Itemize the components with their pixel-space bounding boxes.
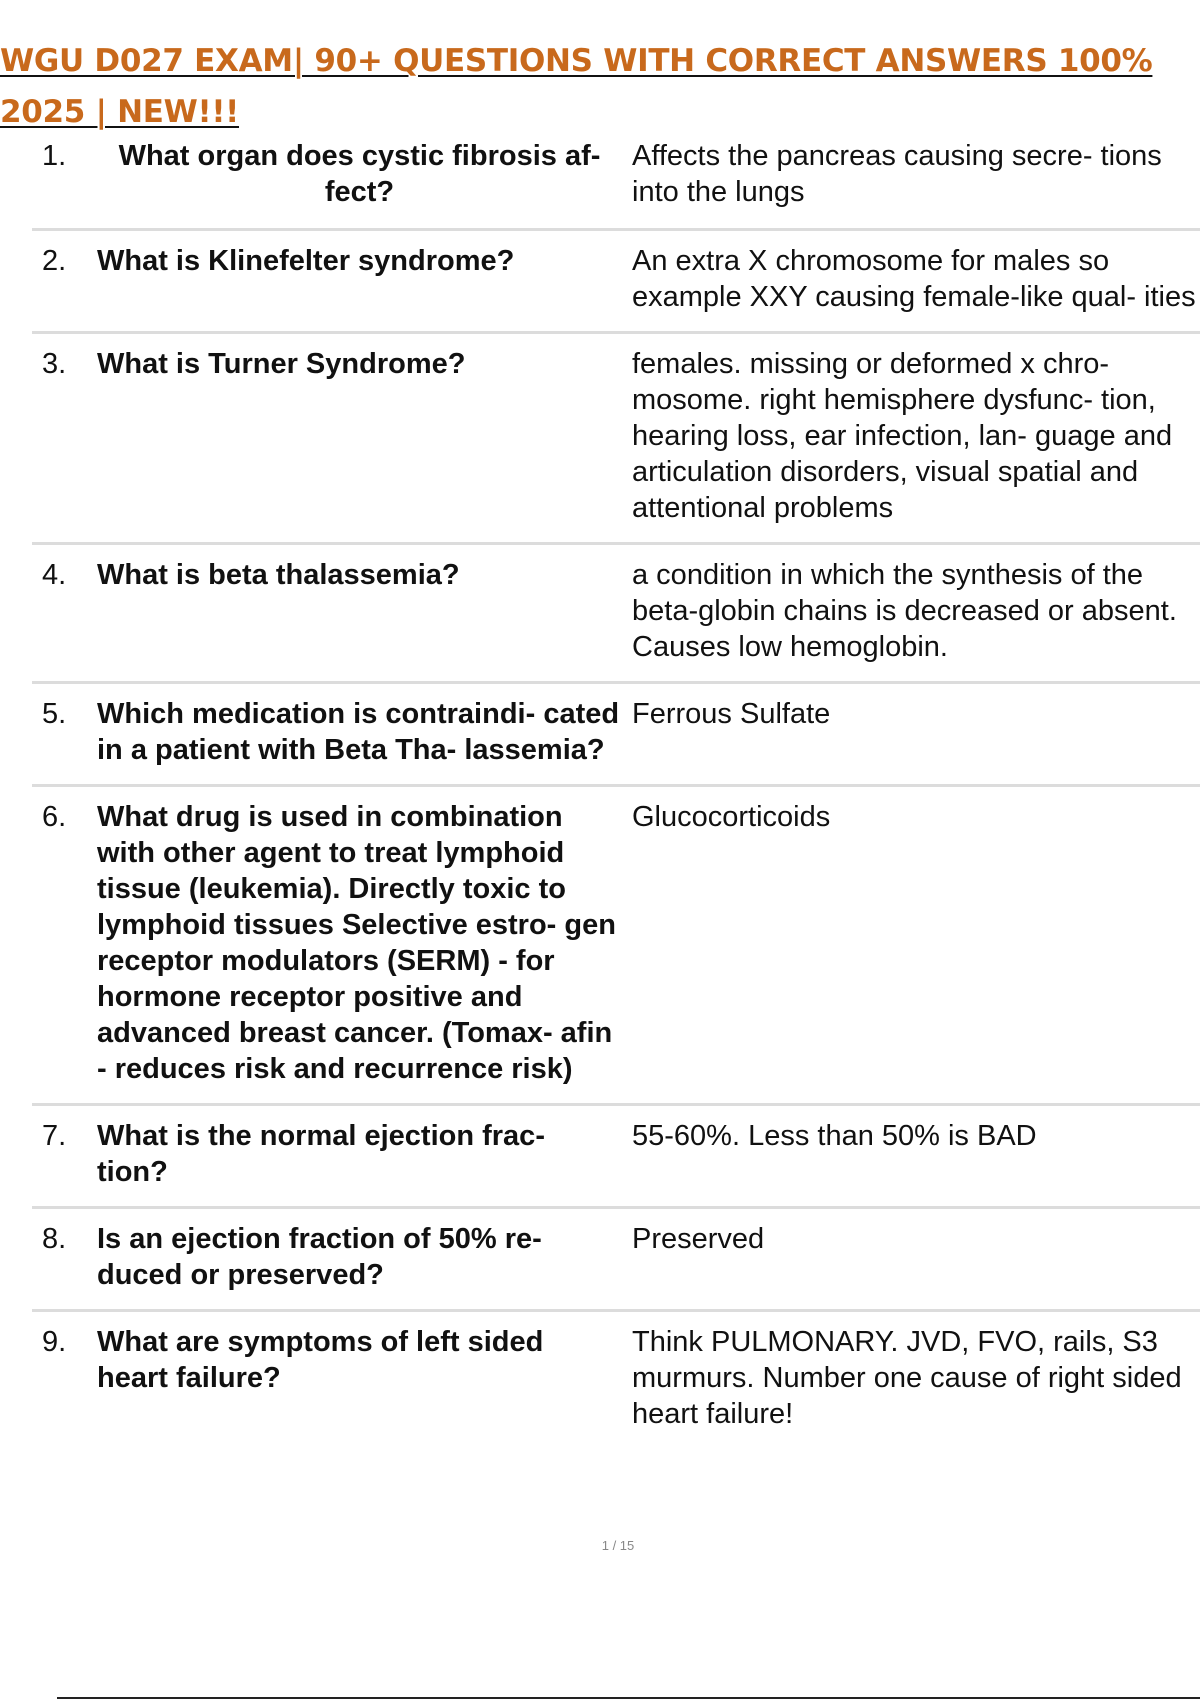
question-number: 7. xyxy=(42,1120,67,1152)
answer-text: Affects the pancreas causing secre- tions into the lungs xyxy=(632,140,1162,208)
table-row xyxy=(32,557,1200,684)
question-number: 6. xyxy=(42,801,67,833)
answer-text: Preserved xyxy=(632,1223,765,1255)
answer-text: a condition in which the synthesis of the beta-globin chains is decreased or absent. Causes low hemoglobin. xyxy=(632,559,1177,663)
answer-text: Glucocorticoids xyxy=(632,801,831,833)
table-row xyxy=(32,243,1200,334)
document-title xyxy=(0,36,1200,138)
answer-text: females. missing or deformed x chro- mosome. right hemisphere dysfunc- tion, hearing loss, ear infection, lan- guage and articulation disorders, visual spatial and attentional problems xyxy=(632,348,1173,524)
page-number: 1 / 15 xyxy=(601,1538,635,1553)
question-text: What organ does cystic fibrosis af- fect? xyxy=(118,140,601,208)
table-row xyxy=(32,138,1200,231)
table-row xyxy=(32,696,1200,787)
question-number: 5. xyxy=(42,698,67,730)
question-number: 2. xyxy=(42,245,67,277)
question-number: 9. xyxy=(42,1326,67,1358)
question-text: What is Turner Syndrome? xyxy=(97,348,466,380)
question-number: 3. xyxy=(42,348,67,380)
table-row xyxy=(32,1324,1200,1448)
table-row xyxy=(32,346,1200,545)
table-row xyxy=(32,799,1200,1106)
qa-table xyxy=(32,138,1200,1460)
question-text: Is an ejection fraction of 50% re- duced or preserved? xyxy=(97,1223,542,1291)
table-row xyxy=(32,1118,1200,1209)
question-number: 1. xyxy=(42,140,67,172)
question-number: 8. xyxy=(42,1223,67,1255)
question-text: What is the normal ejection frac- tion? xyxy=(97,1120,545,1188)
title-line: 2025 | NEW!!! xyxy=(0,94,240,130)
question-text: What is beta thalassemia? xyxy=(97,559,460,591)
question-text: Which medication is contraindi- cated in a patient with Beta Tha- lassemia? xyxy=(97,698,620,766)
answer-text: An extra X chromosome for males so example XXY causing female-like qual- ities xyxy=(632,245,1196,313)
question-text: What are symptoms of left sided heart failure? xyxy=(97,1326,544,1394)
question-text: What drug is used in combination with other agent to treat lymphoid tissue (leukemia). Directly toxic to lymphoid tissues Selective estro- gen receptor modulators (SERM) - for hormone receptor positive and advanced breast cancer. (Tomax- afin - reduces risk and recurrence risk) xyxy=(97,801,616,1085)
title-line: WGU D027 EXAM| 90+ QUESTIONS WITH CORRECT ANSWERS 100% xyxy=(0,43,1153,79)
question-number: 4. xyxy=(42,559,67,591)
footer-divider xyxy=(57,1697,1200,1699)
answer-text: 55-60%. Less than 50% is BAD xyxy=(632,1120,1037,1152)
table-row xyxy=(32,1221,1200,1312)
answer-text: Ferrous Sulfate xyxy=(632,698,831,730)
question-text: What is Klinefelter syndrome? xyxy=(97,245,515,277)
answer-text: Think PULMONARY. JVD, FVO, rails, S3 murmurs. Number one cause of right sided heart failure! xyxy=(632,1326,1182,1430)
